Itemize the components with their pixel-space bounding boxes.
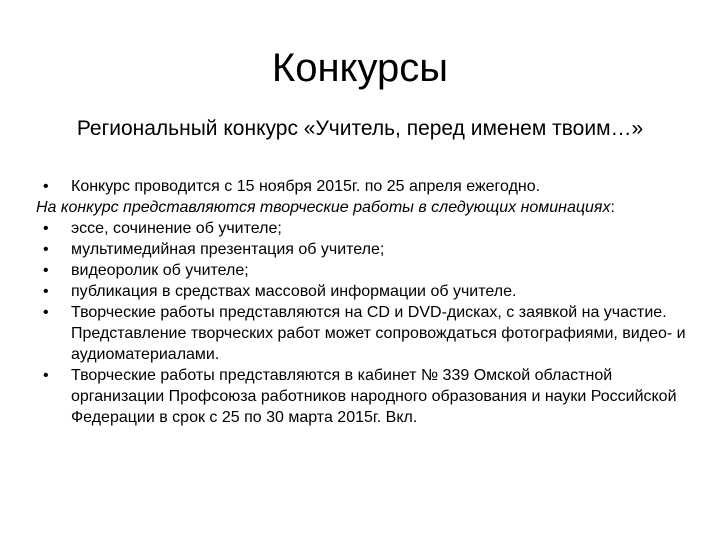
nominations-heading	[36, 197, 696, 218]
bullet-icon: •	[43, 262, 49, 279]
list-item	[36, 302, 696, 365]
list-item-text: Творческие работы представляются в кабинет № 339 Омской областной организации Профсоюза работников народного образования и науки Российской Федерации в срок с 25 по 30 марта 2015г. Вкл.	[71, 367, 677, 426]
list-item-text: мультимедийная презентация об учителе;	[71, 241, 385, 258]
nominations-heading-text: На конкурс представляются творческие работы в следующих номинациях	[36, 199, 611, 216]
nominations-heading-colon: :	[610, 199, 615, 216]
intro-bullet-text: Конкурс проводится с 15 ноября 2015г. по 25 апреля ежегодно.	[71, 178, 541, 195]
list-item	[36, 365, 696, 428]
slide-title: Конкурсы	[271, 46, 449, 90]
bullet-icon: •	[43, 220, 49, 237]
list-item-text: Творческие работы представляются на CD и DVD-дисках, с заявкой на участие. Представление творческих работ может сопровождаться фотографиями, видео- и аудиоматериалами.	[71, 304, 686, 363]
slide-body	[36, 176, 696, 428]
list-item	[36, 260, 696, 281]
bullet-icon: •	[43, 178, 49, 195]
bullet-icon: •	[43, 304, 49, 321]
list-item-text: публикация в средствах массовой информации об учителе.	[71, 283, 517, 300]
bullet-icon: •	[43, 283, 49, 300]
intro-bullet	[36, 176, 696, 197]
list-item-text: эссе, сочинение об учителе;	[71, 220, 282, 237]
bullet-icon: •	[43, 241, 49, 258]
list-item	[36, 281, 696, 302]
slide-subtitle: Региональный конкурс «Учитель, перед именем твоим…»	[76, 117, 644, 140]
list-item-text: видеоролик об учителе;	[71, 262, 249, 279]
bullet-icon: •	[43, 367, 49, 384]
list-item	[36, 218, 696, 239]
list-item	[36, 239, 696, 260]
